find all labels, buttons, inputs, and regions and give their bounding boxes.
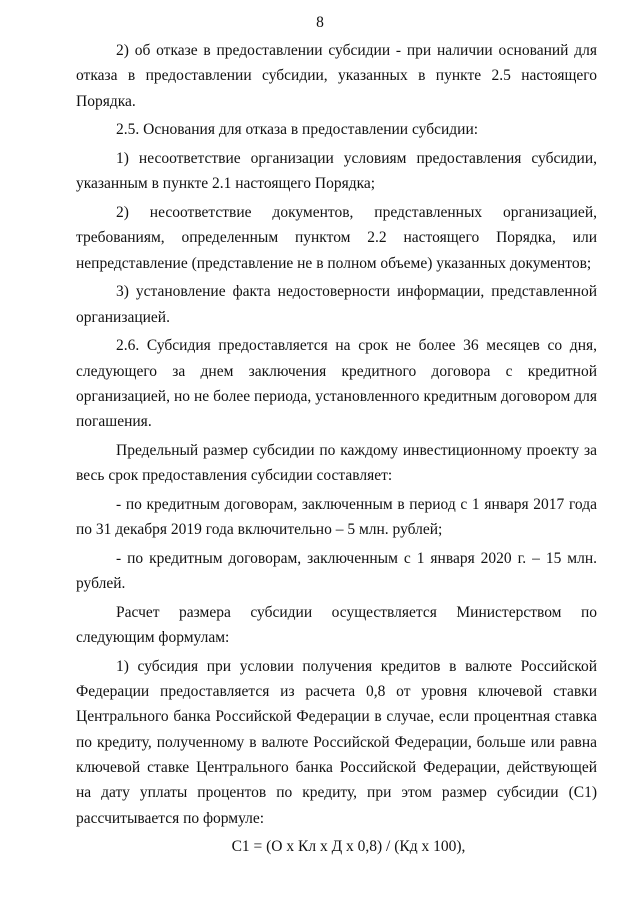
paragraph-section-2-6: 2.6. Субсидия предоставляется на срок не более 36 месяцев со дня, следующего за днем заключения кредитного договора с кредитной организацией, но не более периода, установленного кредитным договором для погашения. <box>76 337 597 431</box>
paragraph-max-subsidy: Предельный размер субсидии по каждому инвестиционному проекту за весь срок предоставления субсидии составляет: <box>76 441 597 485</box>
paragraph-calculation-rule-1: 1) субсидия при условии получения кредитов в валюте Российской Федерации предоставляется из расчета 0,8 от уровня ключевой ставки Центрального банка Российской Федерации в случае, если процентная ставка по кредиту, полученному в валюте Российской Федерации, больше или равна ключевой ставке Центрального банка Российской Федерации, действующей на дату уплаты процентов по кредиту, при этом размер субсидии (С1) рассчитывается по формуле: <box>76 657 597 827</box>
page-number: 8 <box>316 14 324 31</box>
paragraph-refusal-reason-1: 1) несоответствие организации условиям предоставления субсидии, указанным в пункте 2.1 настоящего Порядка; <box>76 149 597 193</box>
document-body <box>76 38 597 860</box>
paragraph-section-2-5-heading: 2.5. Основания для отказа в предоставлении субсидии: <box>116 121 479 139</box>
paragraph-limit-2017-2019: - по кредитным договорам, заключенным в период с 1 января 2017 года по 31 декабря 2019 года включительно – 5 млн. рублей; <box>76 495 597 539</box>
formula-c1: С1 = (О х Кл х Д х 0,8) / (Кд х 100), <box>231 838 466 856</box>
paragraph-refusal-notice: 2) об отказе в предоставлении субсидии - при наличии оснований для отказа в предоставлении субсидии, указанных в пункте 2.5 настоящего Порядка. <box>76 42 597 110</box>
paragraph-refusal-reason-3: 3) установление факта недостоверности информации, представленной организацией. <box>76 283 597 326</box>
paragraph-calculation-intro: Расчет размера субсидии осуществляется Министерством по следующим формулам: <box>76 603 597 647</box>
paragraph-limit-2020: - по кредитным договорам, заключенным с 1 января 2020 г. – 15 млн. рублей. <box>76 549 597 593</box>
paragraph-refusal-reason-2: 2) несоответствие документов, представленных организацией, требованиям, определенным пунктом 2.2 настоящего Порядка, или непредставление (представление не в полном объеме) указанных документов; <box>76 203 597 272</box>
